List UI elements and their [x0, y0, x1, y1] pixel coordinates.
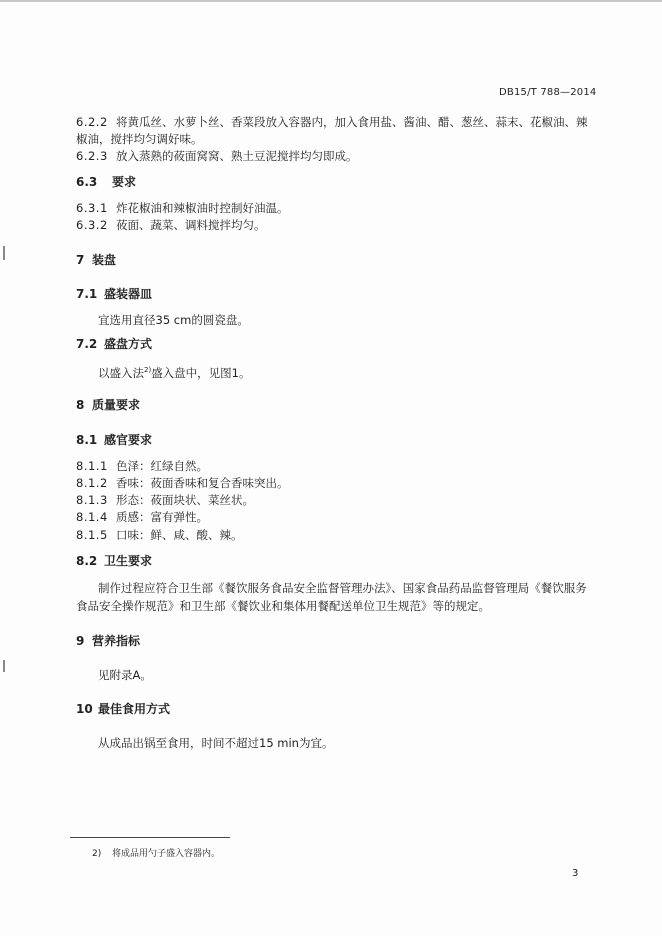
- section-8-2: [76, 553, 152, 569]
- section-7-2: [76, 336, 152, 352]
- section-title: 最佳食用方式: [98, 702, 171, 716]
- section-title: 盛盘方式: [104, 337, 153, 351]
- clause-text: 形态：莜面块状、菜丝状。: [116, 493, 254, 507]
- clause-6-2-2: [76, 114, 588, 130]
- section-7-1: [76, 286, 152, 302]
- section-title: 卫生要求: [104, 554, 153, 568]
- clause-6-2-2-cont: 椒油，搅拌均匀调好味。: [76, 132, 203, 146]
- section-6-3: [76, 174, 136, 190]
- footnote: [92, 846, 220, 859]
- section-number: 8.2: [76, 554, 98, 568]
- section-9: [76, 633, 140, 649]
- clause-8-1-3: [76, 492, 254, 508]
- clause-number: 8.1.1: [76, 459, 108, 473]
- scan-mark: [3, 246, 5, 260]
- paragraph-9: 见附录A。: [98, 668, 152, 682]
- section-title: 质量要求: [92, 398, 141, 412]
- clause-text: 香味：莜面香味和复合香味突出。: [116, 476, 289, 490]
- clause-text: 莜面、蔬菜、调料搅拌均匀。: [116, 218, 266, 232]
- paragraph-10: 从成品出锅至食用，时间不超过15 min为宜。: [98, 736, 334, 750]
- clause-number: 8.1.3: [76, 493, 108, 507]
- clause-number: 8.1.4: [76, 510, 108, 524]
- clause-number: 6.3.1: [76, 201, 108, 215]
- section-number: 7: [76, 253, 85, 267]
- section-number: 6.3: [76, 175, 98, 189]
- clause-text: 色泽：红绿自然。: [116, 459, 208, 473]
- clause-number: 6.2.3: [76, 149, 108, 163]
- paragraph-8-2-line2: 食品安全操作规范》和卫生部《餐饮业和集体用餐配送单位卫生规范》等的规定。: [76, 599, 490, 613]
- section-8-1: [76, 432, 152, 448]
- section-title: 盛装器皿: [104, 287, 153, 301]
- paragraph-7-2: [98, 362, 251, 381]
- clause-8-1-1: [76, 458, 208, 474]
- clause-text: 放入蒸熟的莜面窝窝、熟土豆泥搅拌均匀即成。: [116, 149, 358, 163]
- section-number: 10: [76, 702, 93, 716]
- clause-8-1-4: [76, 509, 208, 525]
- clause-text: 将黄瓜丝、水萝卜丝、香菜段放入容器内，加入食用盐、酱油、醋、葱丝、蒜末、花椒油、辣: [116, 115, 588, 129]
- section-title: 感官要求: [104, 433, 153, 447]
- paragraph-text: 以盛入法: [98, 365, 144, 380]
- clause-6-3-2: [76, 217, 266, 233]
- section-number: 7.2: [76, 337, 98, 351]
- paragraph-text: 盛入盘中，见图1。: [151, 365, 251, 380]
- clause-number: 6.2.2: [76, 115, 108, 129]
- clause-6-3-1: [76, 200, 289, 216]
- clause-8-1-5: [76, 527, 243, 543]
- clause-number: 8.1.5: [76, 528, 108, 542]
- section-number: 9: [76, 634, 85, 648]
- section-8: [76, 397, 140, 413]
- footnote-text: 将成品用勺子盛入容器内。: [112, 849, 221, 859]
- footnote-number: 2): [92, 849, 102, 859]
- paragraph-7-1: 宜选用直径35 cm的圆瓷盘。: [98, 313, 249, 327]
- clause-text: 炸花椒油和辣椒油时控制好油温。: [116, 201, 289, 215]
- section-title: 装盘: [92, 253, 117, 267]
- clause-text: 质感：富有弹性。: [116, 510, 208, 524]
- scan-edge: [0, 0, 662, 2]
- clause-6-2-3: [76, 148, 358, 164]
- footnote-ref: 2): [144, 366, 152, 374]
- section-title: 要求: [112, 175, 137, 189]
- clause-8-1-2: [76, 475, 289, 491]
- section-number: 7.1: [76, 287, 98, 301]
- clause-number: 8.1.2: [76, 476, 108, 490]
- paragraph-8-2-line1: 制作过程应符合卫生部《餐饮服务食品安全监督管理办法》、国家食品药品监督管理局《餐饮服务: [98, 581, 587, 595]
- clause-text: 口味：鲜、咸、酸、辣。: [116, 528, 243, 542]
- section-10: [76, 701, 170, 717]
- scan-mark: [3, 660, 5, 672]
- section-title: 营养指标: [92, 634, 141, 648]
- doc-code: DB15/T 788—2014: [499, 87, 597, 98]
- clause-number: 6.3.2: [76, 218, 108, 232]
- section-number: 8.1: [76, 433, 98, 447]
- section-7: [76, 252, 116, 268]
- footnote-rule: [70, 837, 230, 838]
- section-number: 8: [76, 398, 85, 412]
- page-number: 3: [572, 868, 579, 879]
